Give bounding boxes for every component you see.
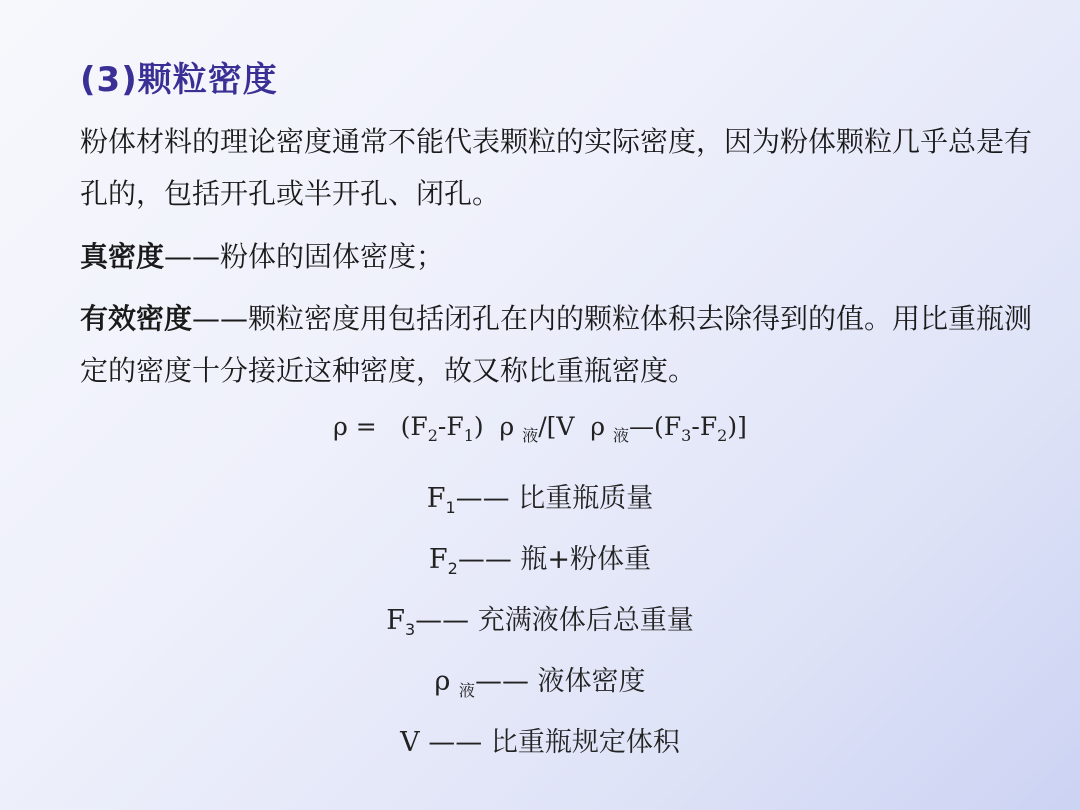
true-density-term: 真密度 (80, 240, 165, 273)
slide-title: (3)颗粒密度 (80, 60, 278, 100)
formula-f2-sub: 2 (427, 426, 438, 445)
legend-f2-text: —— 瓶+粉体重 (457, 544, 652, 575)
effective-density-term: 有效密度 (80, 302, 193, 335)
legend-f3 (0, 598, 1080, 639)
formula-f2b-sub: 2 (717, 426, 728, 445)
legend-rho-text: —— 液体密度 (474, 666, 646, 697)
legend-rho-sub: 液 (458, 681, 475, 700)
formula-f1-sub: 1 (463, 426, 474, 445)
formula-f3: F (663, 412, 682, 441)
formula-open: ( (400, 412, 411, 441)
formula-rho-liquid-sub: 液 (522, 426, 539, 445)
intro-paragraph: 粉体材料的理论密度通常不能代表颗粒的实际密度，因为粉体颗粒几乎总是有孔的，包括开孔或半开孔、闭孔。 (80, 125, 1033, 210)
legend-f1-symbol: F (426, 483, 446, 514)
formula-close: ) (473, 412, 484, 441)
formula-rho-liquid-2: ρ (590, 412, 606, 441)
legend-f2-symbol: F (428, 544, 448, 575)
legend-f3-text: —— 充满液体后总重量 (415, 605, 694, 636)
true-density-paragraph (80, 231, 1050, 283)
formula-rho-liquid-2-sub: 液 (613, 426, 630, 445)
legend-rho-liquid (0, 659, 1080, 701)
formula-minus: - (437, 412, 447, 441)
formula-eq: = (347, 412, 385, 441)
formula-dash-paren: —( (629, 412, 664, 441)
formula-minus-2: - (691, 412, 700, 441)
legend-f2 (0, 537, 1080, 578)
formula-end: )] (727, 412, 747, 441)
legend-v-symbol: V (400, 727, 420, 758)
formula-f1: F (446, 412, 464, 441)
formula-v: V (556, 412, 575, 441)
effective-density-paragraph (80, 293, 1050, 397)
formula-rho-liquid: ρ (499, 412, 515, 441)
formula-f3-sub: 3 (681, 426, 692, 445)
legend-f3-sub: 3 (404, 620, 416, 639)
formula-rho: ρ (333, 412, 348, 441)
formula-f2b: F (699, 412, 718, 441)
true-density-definition: ——粉体的固体密度； (164, 240, 445, 273)
formula-slash-bracket: /[ (538, 412, 557, 441)
legend-f1-text: —— 比重瓶质量 (455, 483, 654, 514)
legend-f1-sub: 1 (445, 498, 456, 517)
legend-f2-sub: 2 (447, 559, 458, 578)
legend-v (0, 720, 1080, 759)
formula-f2: F (410, 412, 428, 441)
density-formula (0, 412, 1080, 446)
legend-f1 (0, 476, 1080, 517)
legend-f3-symbol: F (386, 605, 405, 636)
legend-rho-symbol: ρ (434, 666, 451, 697)
effective-density-definition: ——颗粒密度用包括闭孔在内的颗粒体积去除得到的值。用比重瓶测定的密度十分接近这种密度，故又称比重瓶密度。 (80, 302, 1033, 387)
legend-v-text: —— 比重瓶规定体积 (419, 727, 680, 758)
